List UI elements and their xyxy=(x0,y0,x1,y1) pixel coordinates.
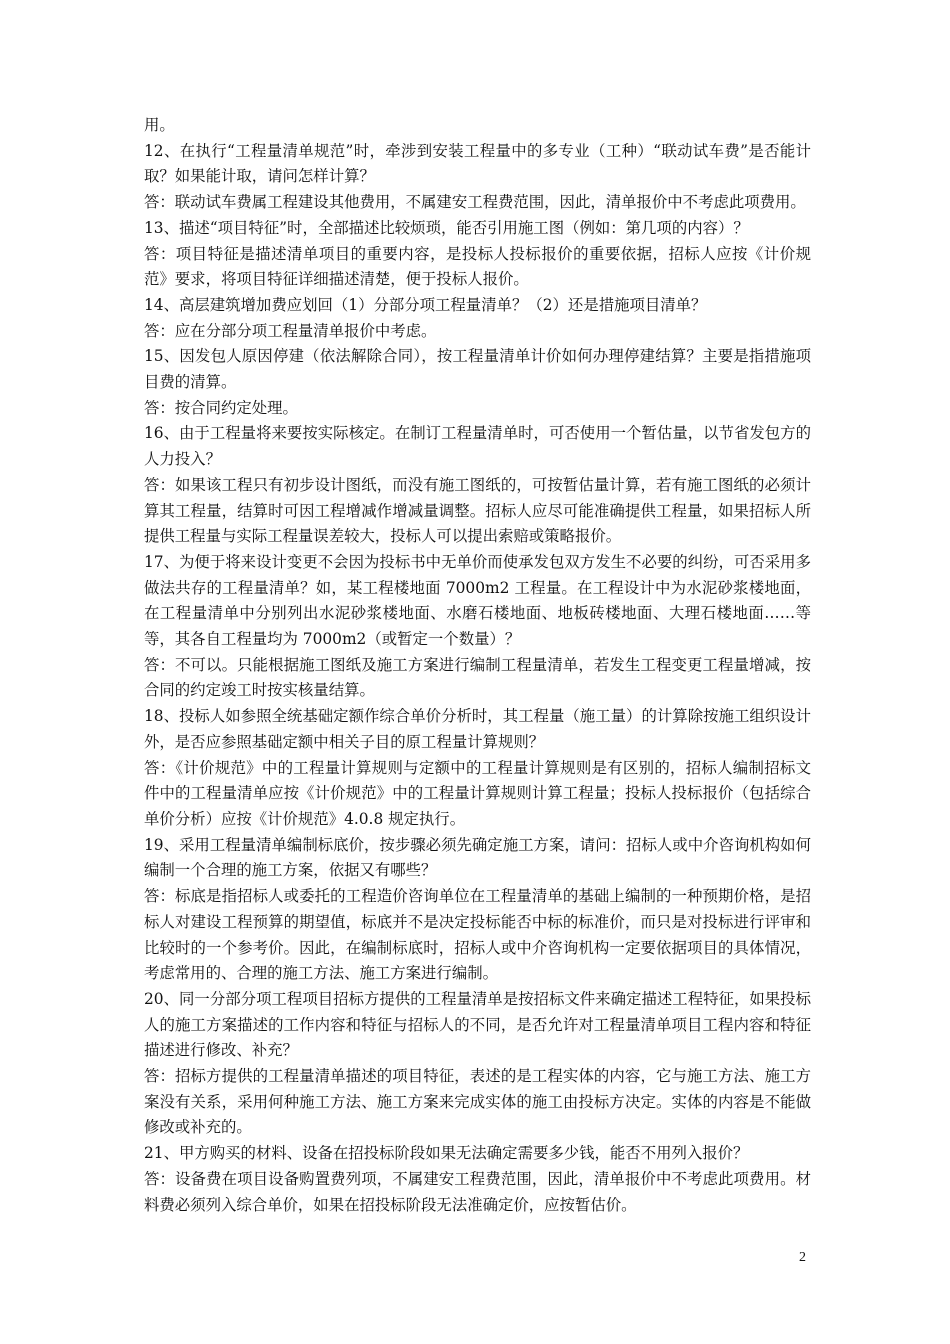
question-12: 12、在执行“工程量清单规范”时，牵涉到安装工程量中的多专业（工种）“联动试车费”是否能计取？如果能计取，请问怎样计算？ xyxy=(144,141,811,186)
answer-19: 答：标底是指招标人或委托的工程造价咨询单位在工程量清单的基础上编制的一种预期价格，是招标人对建设工程预算的期望值，标底并不是决定投标能否中标的标准价，而只是对投标进行评审和比较时的一个参考价。因此，在编制标底时，招标人或中介咨询机构一定要依据项目的具体情况，考虑常用的、合理的施工方法、施工方案进行编制。 xyxy=(144,887,811,983)
answer-14: 答：应在分部分项工程量清单报价中考虑。 xyxy=(144,321,437,340)
page-number: 2 xyxy=(799,1250,806,1265)
question-13: 13、描述“项目特征”时，全部描述比较烦琐，能否引用施工图（例如：第几项的内容）？ xyxy=(144,218,749,237)
question-18: 18、投标人如参照全统基础定额作综合单价分析时，其工程量（施工量）的计算除按施工组织设计外，是否应参照基础定额中相关子目的原工程量计算规则？ xyxy=(144,707,811,751)
question-16: 16、由于工程量将来要按实际核定。在制订工程量清单时，可否使用一个暂估量，以节省发包方的人力投入？ xyxy=(144,424,811,469)
question-20: 20、同一分部分项工程项目招标方提供的工程量清单是按招标文件来确定描述工程特征，如果投标人的施工方案描述的工作内容和特征与招标人的不同，是否允许对工程量清单项目工程内容和特征描述进行修改、补充？ xyxy=(144,989,811,1060)
answer-18: 答：《计价规范》中的工程量计算规则与定额中的工程量计算规则是有区别的，招标人编制招标文件中的工程量清单应按《计价规范》中的工程量计算规则计算工程量；投标人投标报价（包括综合单价分析）应按《计价规范》4.0.8 规定执行。 xyxy=(144,758,811,828)
paragraph: 用。 xyxy=(144,116,175,134)
answer-21: 答：设备费在项目设备购置费列项，不属建安工程费范围，因此，清单报价中不考虑此项费用。材料费必须列入综合单价，如果在招投标阶段无法准确定价，应按暂估价。 xyxy=(144,1169,811,1214)
answer-16: 答：如果该工程只有初步设计图纸，而没有施工图纸的，可按暂估量计算，若有施工图纸的必须计算其工程量，结算时可因工程增减作增减量调整。招标人应尽可能准确提供工程量，如果招标人所提供工程量与实际工程量误差较大，投标人可以提出索赔或策略报价。 xyxy=(144,475,811,546)
question-19: 19、采用工程量清单编制标底价，按步骤必须先确定施工方案，请问：招标人或中介咨询机构如何编制一个合理的施工方案，依据又有哪些？ xyxy=(144,835,811,880)
answer-20: 答：招标方提供的工程量清单描述的项目特征，表述的是工程实体的内容，它与施工方法、施工方案没有关系，采用何种施工方法、施工方案来完成实体的施工由投标方决定。实体的内容是不能做修改或补充的。 xyxy=(144,1067,811,1137)
document-body xyxy=(144,113,811,1218)
question-15: 15、因发包人原因停建（依法解除合同），按工程量清单计价如何办理停建结算？主要是指措施项目费的清算。 xyxy=(144,347,811,392)
question-21: 21、甲方购买的材料、设备在招投标阶段如果无法确定需要多少钱，能否不用列入报价？ xyxy=(144,1144,749,1163)
question-14: 14、高层建筑增加费应划回（1）分部分项工程量清单？（2）还是措施项目清单？ xyxy=(144,295,707,314)
answer-15: 答：按合同约定处理。 xyxy=(144,398,298,417)
question-17: 17、为便于将来设计变更不会因为投标书中无单价而使承发包双方发生不必要的纠纷，可否采用多做法共存的工程量清单？如，某工程楼地面 7000m2 工程量。在工程设计中为水泥砂浆楼地面，在工程量清单中分别列出水泥砂浆楼地面、水磨石楼地面、地板砖楼地面、大理石楼地面……等等，其各自工程量均为 7000m2（或暂定一个数量）？ xyxy=(144,552,811,649)
answer-12: 答：联动试车费属工程建设其他费用，不属建安工程费范围，因此，清单报价中不考虑此项费用。 xyxy=(144,193,806,212)
answer-17: 答：不可以。只能根据施工图纸及施工方案进行编制工程量清单，若发生工程变更工程量增减，按合同的约定竣工时按实核量结算。 xyxy=(144,655,811,700)
answer-13: 答：项目特征是描述清单项目的重要内容，是投标人投标报价的重要依据，招标人应按《计价规范》要求，将项目特征详细描述清楚，便于投标人报价。 xyxy=(144,244,811,289)
